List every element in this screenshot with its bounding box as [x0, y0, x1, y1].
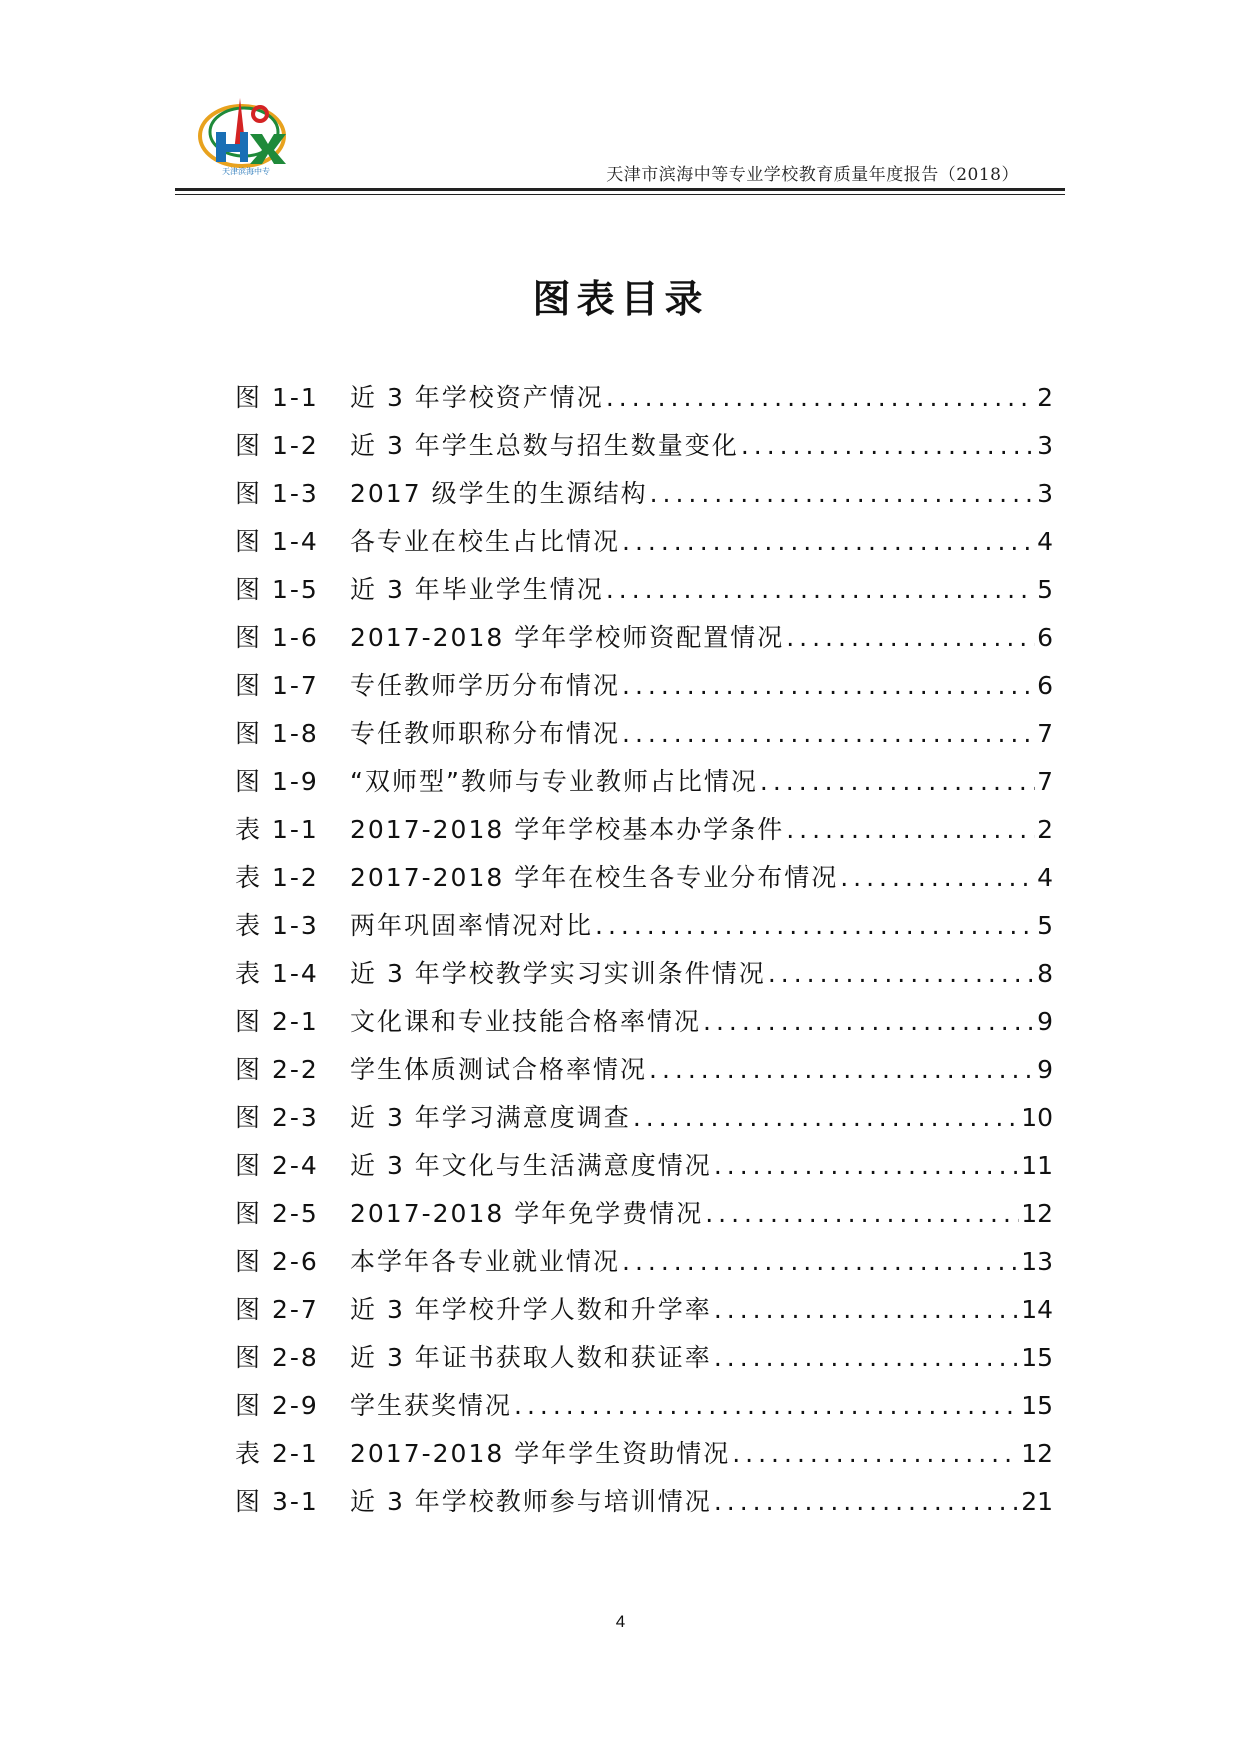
toc-entry[interactable]	[235, 522, 1053, 570]
toc-entry-label: 图 1-2	[235, 431, 319, 460]
toc-dot-leader	[514, 1391, 1019, 1420]
toc-entry-page: 15	[1021, 1391, 1053, 1420]
toc-entry-label: 图 1-5	[235, 575, 319, 604]
toc-dot-leader	[622, 719, 1035, 748]
toc-entry[interactable]	[235, 1146, 1053, 1194]
toc-dot-leader	[786, 815, 1035, 844]
toc-entry-label: 表 1-4	[235, 959, 319, 988]
toc-entry-title: 学生体质测试合格率情况	[350, 1055, 648, 1084]
toc-entry[interactable]	[235, 1002, 1053, 1050]
toc-dot-leader	[622, 527, 1035, 556]
toc-dot-leader	[768, 959, 1035, 988]
toc-entry-page: 13	[1021, 1247, 1053, 1276]
toc-dot-leader	[633, 1103, 1019, 1132]
toc-entry[interactable]	[235, 762, 1053, 810]
toc-entry-label: 图 2-2	[235, 1055, 319, 1084]
header-rule-thick	[175, 188, 1065, 191]
toc-entry-label: 图 1-9	[235, 767, 319, 796]
toc-entry-title: 近 3 年学习满意度调查	[350, 1103, 631, 1132]
toc-entry-title: 2017-2018 学年学生资助情况	[350, 1439, 731, 1468]
toc-entry-title: 两年巩固率情况对比	[350, 911, 594, 940]
toc-entry-page: 5	[1037, 575, 1053, 604]
toc-entry-title: 2017-2018 学年学校基本办学条件	[350, 815, 785, 844]
toc-entry-page: 12	[1021, 1439, 1053, 1468]
toc-dot-leader	[741, 431, 1035, 460]
toc-entry-label: 图 2-3	[235, 1103, 319, 1132]
toc-entry-title: 2017-2018 学年免学费情况	[350, 1199, 704, 1228]
toc-entry[interactable]	[235, 1098, 1053, 1146]
toc-entry-page: 4	[1037, 863, 1053, 892]
toc-entry-label: 图 1-6	[235, 623, 319, 652]
toc-entry-label: 图 1-4	[235, 527, 319, 556]
header-rule-thin	[175, 194, 1065, 195]
toc-entry[interactable]	[235, 426, 1053, 474]
toc-entry-label: 表 1-2	[235, 863, 319, 892]
toc-entry-label: 图 2-7	[235, 1295, 319, 1324]
toc-dot-leader	[650, 479, 1036, 508]
toc-dot-leader	[703, 1007, 1035, 1036]
toc-entry-title: 近 3 年学校升学人数和升学率	[350, 1295, 712, 1324]
toc-entry-page: 3	[1037, 479, 1053, 508]
toc-entry-title: 学生获奖情况	[350, 1391, 513, 1420]
toc-entry[interactable]	[235, 1482, 1053, 1530]
toc-dot-leader	[649, 1055, 1035, 1084]
toc-entry-page: 3	[1037, 431, 1053, 460]
toc-entry[interactable]	[235, 714, 1053, 762]
toc-dot-leader	[714, 1343, 1019, 1372]
toc-entry-title: 各专业在校生占比情况	[350, 527, 621, 556]
toc-entry[interactable]	[235, 858, 1053, 906]
report-header-title: 天津市滨海中等专业学校教育质量年度报告（2018）	[606, 165, 1019, 185]
toc-entry-label: 图 2-5	[235, 1199, 319, 1228]
toc-dot-leader	[606, 575, 1035, 604]
toc-entry-title: 近 3 年毕业学生情况	[350, 575, 604, 604]
toc-entry-label: 图 2-1	[235, 1007, 319, 1036]
page-title: 图表目录	[532, 277, 709, 321]
toc-entry-page: 7	[1037, 719, 1053, 748]
toc-entry[interactable]	[235, 1242, 1053, 1290]
toc-dot-leader	[732, 1439, 1019, 1468]
table-of-figures	[235, 378, 1053, 1530]
toc-entry-title: 专任教师职称分布情况	[350, 719, 621, 748]
toc-entry[interactable]	[235, 618, 1053, 666]
toc-entry-label: 图 1-8	[235, 719, 319, 748]
toc-dot-leader	[705, 1199, 1019, 1228]
toc-dot-leader	[606, 383, 1035, 412]
toc-entry-page: 2	[1037, 383, 1053, 412]
toc-entry-label: 图 2-6	[235, 1247, 319, 1276]
toc-entry-title: 专任教师学历分布情况	[350, 671, 621, 700]
toc-entry[interactable]	[235, 378, 1053, 426]
toc-entry[interactable]	[235, 1050, 1053, 1098]
toc-entry-page: 14	[1021, 1295, 1053, 1324]
toc-entry-page: 4	[1037, 527, 1053, 556]
toc-dot-leader	[714, 1487, 1019, 1516]
toc-entry-label: 表 1-3	[235, 911, 319, 940]
toc-entry-label: 表 2-1	[235, 1439, 319, 1468]
toc-entry-title: 近 3 年文化与生活满意度情况	[350, 1151, 712, 1180]
toc-dot-leader	[760, 767, 1035, 796]
toc-entry-title: 2017-2018 学年学校师资配置情况	[350, 623, 785, 652]
toc-dot-leader	[786, 623, 1035, 652]
toc-entry-label: 图 1-1	[235, 383, 319, 412]
toc-entry-label: 图 1-7	[235, 671, 319, 700]
toc-entry-title: 近 3 年学校教学实习实训条件情况	[350, 959, 766, 988]
page-number: 4	[615, 1612, 626, 1631]
toc-entry-title: 近 3 年证书获取人数和获证率	[350, 1343, 712, 1372]
toc-entry-title: 2017-2018 学年在校生各专业分布情况	[350, 863, 839, 892]
toc-entry-page: 9	[1037, 1007, 1053, 1036]
toc-dot-leader	[595, 911, 1035, 940]
toc-entry[interactable]	[235, 570, 1053, 618]
toc-entry-label: 图 1-3	[235, 479, 319, 508]
toc-entry[interactable]	[235, 954, 1053, 1002]
toc-entry-label: 图 2-9	[235, 1391, 319, 1420]
toc-entry-page: 8	[1037, 959, 1053, 988]
toc-entry-label: 图 2-8	[235, 1343, 319, 1372]
toc-entry-label: 图 3-1	[235, 1487, 319, 1516]
toc-entry[interactable]	[235, 1338, 1053, 1386]
toc-entry-title: 近 3 年学校教师参与培训情况	[350, 1487, 712, 1516]
toc-entry[interactable]	[235, 1290, 1053, 1338]
logo-text: 天津滨海中专	[222, 167, 270, 176]
toc-dot-leader	[714, 1295, 1019, 1324]
toc-entry-page: 5	[1037, 911, 1053, 940]
toc-entry[interactable]	[235, 1194, 1053, 1242]
toc-entry-title: “双师型”教师与专业教师占比情况	[350, 767, 758, 796]
toc-dot-leader	[840, 863, 1035, 892]
toc-entry-title: 近 3 年学校资产情况	[350, 383, 604, 412]
toc-entry-page: 21	[1021, 1487, 1053, 1516]
toc-entry-page: 6	[1037, 623, 1053, 652]
toc-entry-page: 10	[1021, 1103, 1053, 1132]
toc-dot-leader	[622, 671, 1035, 700]
toc-entry[interactable]	[235, 666, 1053, 714]
school-logo	[196, 92, 298, 178]
toc-entry-page: 11	[1021, 1151, 1053, 1180]
toc-entry[interactable]	[235, 1386, 1053, 1434]
toc-dot-leader	[622, 1247, 1019, 1276]
toc-entry-title: 文化课和专业技能合格率情况	[350, 1007, 702, 1036]
toc-entry-page: 12	[1021, 1199, 1053, 1228]
toc-entry-label: 表 1-1	[235, 815, 319, 844]
toc-entry[interactable]	[235, 1434, 1053, 1482]
toc-entry-title: 2017 级学生的生源结构	[350, 479, 648, 508]
toc-entry-title: 近 3 年学生总数与招生数量变化	[350, 431, 739, 460]
toc-entry[interactable]	[235, 906, 1053, 954]
toc-entry-page: 2	[1037, 815, 1053, 844]
toc-entry[interactable]	[235, 810, 1053, 858]
toc-entry-page: 9	[1037, 1055, 1053, 1084]
toc-entry-page: 15	[1021, 1343, 1053, 1372]
toc-entry[interactable]	[235, 474, 1053, 522]
toc-entry-label: 图 2-4	[235, 1151, 319, 1180]
toc-entry-page: 6	[1037, 671, 1053, 700]
toc-entry-title: 本学年各专业就业情况	[350, 1247, 621, 1276]
toc-entry-page: 7	[1037, 767, 1053, 796]
toc-dot-leader	[714, 1151, 1019, 1180]
